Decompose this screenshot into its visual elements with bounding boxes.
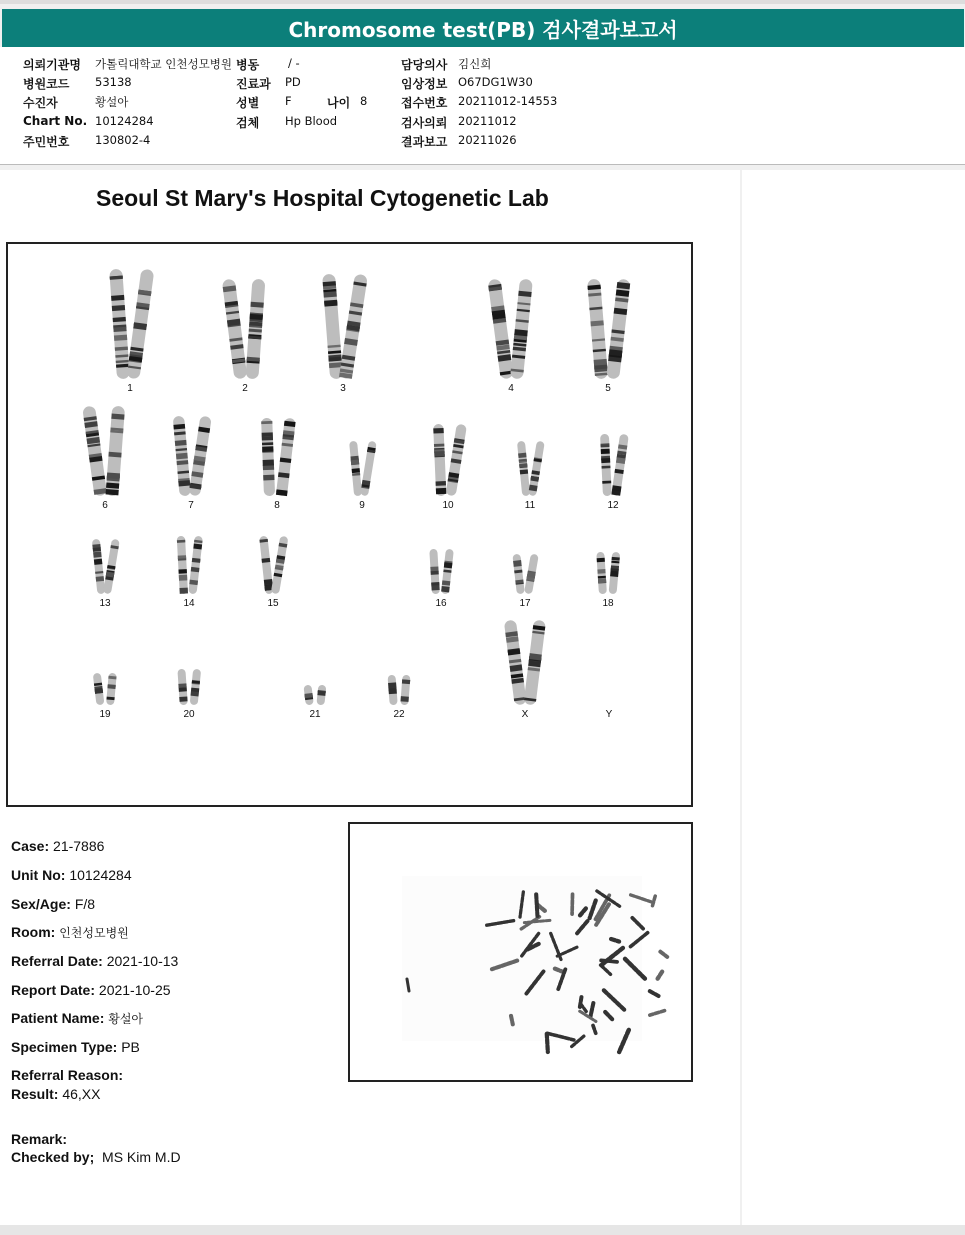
chromatid [190, 669, 201, 706]
chromosome-pair-X [504, 620, 546, 706]
chromosome-band [324, 300, 337, 307]
case-label: Case: [11, 838, 50, 854]
chromosome-band [179, 575, 188, 581]
chromosome-band [601, 449, 610, 454]
sexage-row [11, 896, 95, 912]
chromosome-pair-2 [222, 279, 266, 380]
result-row [11, 1086, 100, 1102]
chromosome-band [178, 569, 186, 574]
report-title-bar [2, 9, 964, 47]
chromosome-band [323, 291, 336, 297]
chromosome-band [176, 453, 188, 460]
chromosome-band [602, 466, 611, 469]
chromosome-band [329, 362, 342, 368]
chromatid [517, 441, 530, 497]
chromosome-band [264, 579, 273, 585]
patient-name-label: Patient Name: [11, 1010, 105, 1026]
karyotype-image [6, 242, 693, 807]
chromosome-band [352, 468, 360, 473]
chromosome-band [112, 305, 125, 311]
chromosome-pair-12 [600, 434, 629, 497]
case-row [11, 838, 104, 854]
chromosome-band [107, 684, 115, 688]
metaphase-image [348, 822, 693, 1082]
remark-row [11, 1131, 67, 1147]
chromosome-label-9: 9 [359, 500, 365, 511]
metaphase-chromosome [511, 1016, 513, 1024]
metaphase-chromosome [650, 1011, 665, 1015]
chromosome-label-20: 20 [183, 709, 195, 720]
department-value: PD [285, 75, 301, 89]
chromatid [488, 279, 514, 380]
chromosome-label-14: 14 [183, 598, 195, 609]
receipt-label: 접수번호 [401, 96, 448, 110]
doctor-value: 김신희 [458, 57, 492, 71]
chromatid [276, 418, 296, 497]
side-panel [742, 170, 965, 1225]
room-value: 인천성모병원 [59, 926, 129, 940]
chromosome-pair-15 [259, 536, 288, 595]
chromosome-band [95, 688, 104, 694]
karyotype-chromosomes [8, 244, 691, 805]
chromosome-band [602, 481, 611, 484]
chromosome-band [178, 683, 186, 687]
chromatid [349, 441, 362, 497]
chromosome-band [434, 451, 444, 456]
chromosome-label-19: 19 [99, 709, 111, 720]
clinical-info-label: 임상정보 [401, 77, 448, 91]
chromosome-label-22: 22 [393, 709, 405, 720]
chromosome-band [113, 327, 126, 332]
chromosome-band [433, 428, 443, 434]
doctor-label: 담당의사 [401, 58, 448, 72]
chromosome-label-13: 13 [99, 598, 111, 609]
ward-value: / - [288, 56, 300, 70]
chromosome-band [111, 413, 124, 419]
chromosome-band [262, 436, 273, 440]
chart-value: 10124284 [95, 114, 154, 128]
chromosome-pair-3 [322, 274, 368, 380]
case-value: 21-7886 [53, 838, 105, 854]
room-label: Room: [11, 924, 56, 940]
chromosome-pair-7 [173, 416, 212, 497]
institution-label: 의뢰기관명 [23, 58, 81, 72]
chromosome-band [598, 579, 606, 584]
unit-value: 10124284 [69, 867, 132, 883]
chromosome-pair-17 [512, 554, 538, 595]
chromosome-band [111, 295, 124, 301]
metaphase-chromosome [660, 952, 667, 957]
report-title: Chromosome test(PB) 검사결과보고서 [288, 17, 678, 42]
chromosome-pair-21 [303, 685, 326, 706]
referral-date-value: 2021-10-13 [106, 953, 179, 969]
chromosome-pair-6 [82, 406, 125, 497]
chromosome-band [189, 580, 198, 585]
receipt-value: 20211012-14553 [458, 94, 558, 108]
chromatid [512, 554, 524, 595]
chromosome-label-3: 3 [340, 383, 346, 394]
chromatid [222, 279, 248, 380]
chromosome-label-4: 4 [508, 383, 514, 394]
chromosome-band [513, 560, 522, 567]
age-label: 나이 [327, 96, 351, 110]
metaphase-spread [350, 824, 691, 1080]
chromosome-pair-4 [488, 279, 533, 380]
chromosome-band [96, 576, 104, 582]
patient-name-value: 황설아 [108, 1012, 144, 1026]
report-date-label: Report Date: [11, 982, 96, 998]
id-label: 주민번호 [23, 135, 70, 149]
sexage-value: F/8 [74, 896, 96, 912]
chromosome-band [106, 489, 119, 495]
patient-label: 수진자 [23, 96, 58, 110]
chart-label: Chart No. [23, 114, 88, 128]
chromatid [177, 536, 188, 594]
chromosome-band [436, 488, 447, 494]
chromosome-label-21: 21 [309, 709, 321, 720]
chromosome-band [262, 442, 273, 445]
chromosome-band [350, 456, 358, 461]
chromosome-label-18: 18 [602, 598, 614, 609]
age-value: 8 [360, 94, 368, 108]
chromosome-band [114, 335, 127, 341]
chromosome-pair-16 [429, 549, 454, 595]
chromosome-band [263, 460, 274, 466]
chromosome-pair-19 [93, 673, 117, 706]
room-row [11, 924, 129, 941]
metaphase-chromosome [652, 896, 655, 906]
unit-row [11, 867, 132, 883]
chromosome-band [113, 317, 126, 322]
chromosome-band [436, 481, 446, 486]
chromosome-pair-14 [177, 536, 203, 595]
chromosome-label-17: 17 [519, 598, 531, 609]
patient-value: 황설아 [95, 95, 129, 109]
metaphase-chromosome [593, 1025, 596, 1033]
chromosome-band [441, 586, 450, 592]
chromosome-band [597, 569, 605, 574]
chromosome-band [444, 562, 453, 568]
chromosome-pair-22 [388, 675, 411, 706]
metaphase-chromosome [547, 1034, 548, 1052]
sexage-label: Sex/Age: [11, 896, 71, 912]
ward-label: 병동 [236, 58, 260, 72]
chromosome-pair-8 [261, 418, 296, 497]
chromosome-band [191, 688, 199, 692]
referral-reason-label: Referral Reason: [11, 1067, 124, 1083]
chromosome-band [261, 421, 272, 424]
chromosome-pair-5 [587, 279, 631, 380]
bottom-strip [0, 1225, 965, 1235]
lab-title: Seoul St Mary's Hospital Cytogenetic Lab [96, 185, 549, 211]
chromatid [261, 418, 275, 496]
chromosome-band [317, 691, 325, 696]
chromosome-band [107, 472, 120, 479]
specimen-type-row [11, 1039, 140, 1055]
specimen-type-label: Specimen Type: [11, 1039, 118, 1055]
chromosome-label-5: 5 [605, 383, 611, 394]
result-value: 46,XX [62, 1086, 101, 1102]
chromatid [245, 279, 265, 380]
top-border [0, 0, 965, 4]
chromosome-band [402, 679, 410, 684]
metaphase-chromosome [407, 979, 409, 991]
checked-label: Checked by; [11, 1149, 95, 1165]
chromosome-pair-11 [517, 441, 545, 497]
chromosome-band [601, 458, 610, 463]
sex-value: F [285, 94, 292, 108]
metaphase-chromosome [650, 991, 660, 996]
specimen-label: 검체 [236, 116, 260, 130]
remark-label: Remark: [11, 1131, 68, 1147]
chromosome-band [178, 555, 186, 559]
chromosome-band [193, 544, 202, 550]
chromosome-label-X: X [521, 709, 529, 720]
chromosome-pair-20 [177, 669, 201, 706]
patient-name-row [11, 1010, 143, 1027]
id-value: 130802-4 [95, 133, 151, 147]
chromosome-pair-18 [596, 552, 620, 595]
chromosome-pair-1 [109, 269, 154, 380]
chromosome-band [250, 314, 263, 320]
chromosome-band [431, 585, 439, 590]
department-label: 진료과 [236, 77, 271, 91]
chromosome-band [262, 432, 273, 437]
metaphase-chromosome [536, 894, 537, 915]
checked-value: MS Kim M.D [102, 1149, 181, 1165]
hospital-code-label: 병원코드 [23, 77, 70, 91]
chromosome-band [351, 461, 359, 465]
chromosome-band [191, 567, 200, 572]
result-report-label: 결과보고 [401, 135, 448, 149]
chromosome-band [263, 475, 274, 481]
chromosome-label-7: 7 [188, 500, 194, 511]
chromosome-band [520, 469, 528, 474]
request-label: 검사의뢰 [401, 116, 448, 130]
chromosome-pair-13 [92, 539, 120, 595]
referral-date-label: Referral Date: [11, 953, 103, 969]
chromosome-band [388, 688, 396, 694]
chromosome-label-2: 2 [242, 383, 248, 394]
result-report-value: 20211026 [458, 133, 517, 147]
chromosome-band [388, 682, 396, 688]
chromosome-label-11: 11 [524, 500, 536, 511]
specimen-type-value: PB [121, 1039, 140, 1055]
report-date-row [11, 982, 171, 998]
referral-date-row [11, 953, 178, 969]
chromosome-band [179, 687, 187, 692]
institution-value: 가톨릭대학교 인천성모병원 [95, 57, 232, 71]
chromosome-band [177, 540, 185, 543]
chromosome-band [434, 444, 444, 447]
chromosome-label-Y: Y [605, 709, 613, 720]
chromosome-band [601, 444, 610, 447]
report-date-value: 2021-10-25 [98, 982, 171, 998]
chromosome-band [108, 452, 121, 458]
clinical-info-value: O67DG1W30 [458, 75, 533, 89]
unit-label: Unit No: [11, 867, 66, 883]
result-label: Result: [11, 1086, 59, 1102]
chromosome-band [597, 558, 605, 563]
chromosome-pair-9 [349, 441, 377, 497]
chromosome-band [442, 580, 450, 585]
specimen-value: Hp Blood [285, 114, 338, 128]
chromosome-label-16: 16 [435, 598, 447, 609]
chromosome-band [262, 446, 273, 452]
metaphase-chromosome [658, 972, 663, 979]
chromosome-label-12: 12 [607, 500, 619, 511]
chromosome-band [173, 424, 185, 430]
chromosome-pair-10 [433, 424, 467, 497]
chromosome-band [94, 559, 103, 565]
chromosome-band [401, 696, 409, 702]
chromosome-band [431, 571, 439, 575]
chromosome-band [106, 483, 119, 489]
chromosome-band [594, 359, 607, 366]
chromosome-band [518, 453, 526, 458]
referral-reason-row [11, 1067, 123, 1083]
checked-row [11, 1149, 181, 1165]
sex-label: 성별 [236, 96, 260, 110]
patient-info-panel [0, 47, 965, 165]
metaphase-chromosome [611, 939, 619, 942]
chromosome-band [178, 480, 190, 486]
chromosome-band [590, 320, 603, 326]
chromosome-band [610, 571, 618, 577]
chromosome-label-8: 8 [274, 500, 280, 511]
chromosome-band [175, 440, 187, 446]
chromosome-label-1: 1 [127, 383, 133, 394]
chromosome-band [179, 697, 187, 702]
hospital-code-value: 53138 [95, 75, 132, 89]
chromosome-band [519, 463, 527, 468]
chromosome-label-10: 10 [442, 500, 454, 511]
chromosome-band [179, 588, 188, 594]
chromosome-band [262, 558, 271, 563]
request-value: 20211012 [458, 114, 517, 128]
chromosome-band [250, 302, 263, 308]
chromosome-label-6: 6 [102, 500, 108, 511]
chromatid [600, 434, 612, 496]
cytogenetic-report [0, 170, 740, 1225]
chromosome-label-15: 15 [267, 598, 279, 609]
chromosome-band [93, 551, 102, 557]
